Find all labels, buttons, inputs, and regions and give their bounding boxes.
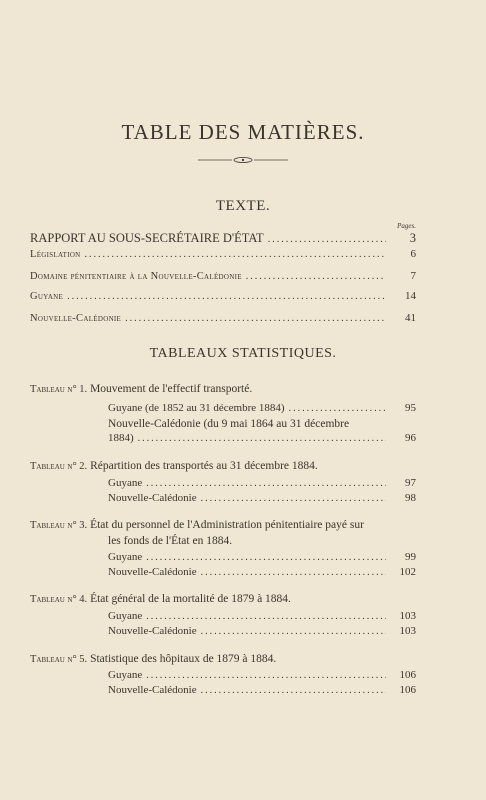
toc-entry-page: 98 [405, 492, 416, 504]
tableau-heading [30, 381, 410, 398]
toc-entry[interactable] [108, 492, 416, 508]
ornament-divider [198, 156, 288, 164]
toc-entry-label: Guyane [30, 291, 64, 302]
tableau-title: État du personnel de l'Administration pénitentiaire payé sur [90, 519, 364, 531]
toc-entry[interactable] [108, 684, 416, 700]
toc-entry-label: Nouvelle-Calédonie [108, 566, 197, 578]
toc-entry-label: Guyane [108, 551, 143, 563]
leader-dots [201, 567, 386, 578]
leader-dots [201, 493, 386, 504]
section-heading-texte: TEXTE. [215, 198, 271, 214]
tableau-heading [30, 651, 410, 668]
tableau-number: Tableau n° 3. [30, 520, 88, 531]
toc-entry[interactable] [108, 551, 416, 567]
toc-entry-page: 41 [405, 312, 416, 324]
toc-entry-label: Nouvelle-Calédonie [108, 684, 197, 696]
tableau-heading [30, 458, 410, 475]
toc-entry-page: 106 [399, 684, 416, 696]
pages-column-label: Pages. [397, 222, 416, 230]
leader-dots [85, 249, 386, 260]
tableau-title-continued: les fonds de l'État en 1884. [108, 535, 233, 547]
toc-entry[interactable] [108, 432, 416, 448]
toc-entry-label: Guyane [108, 610, 143, 622]
toc-entry-label: 1884) [108, 432, 134, 444]
toc-entry-label: Nouvelle-Calédonie [108, 492, 197, 504]
toc-entry-page: 103 [399, 610, 416, 622]
toc-entry-label: Guyane (de 1852 au 31 décembre 1884) [108, 402, 285, 414]
leader-dots [201, 626, 386, 637]
leader-dots [146, 611, 386, 622]
leader-dots [268, 234, 386, 245]
toc-entry[interactable] [108, 610, 416, 626]
tableau-heading [30, 591, 410, 608]
section-heading-tableaux: TABLEAUX STATISTIQUES. [149, 346, 337, 361]
tableau-number: Tableau n° 5. [30, 654, 88, 665]
tableau-title: Mouvement de l'effectif transporté. [90, 383, 253, 395]
toc-entry[interactable] [30, 312, 416, 328]
tableau-number: Tableau n° 4. [30, 594, 88, 605]
toc-entry-label: Guyane [108, 477, 143, 489]
toc-entry-page: 99 [405, 551, 416, 563]
toc-entry-label: RAPPORT AU SOUS-SECRÉTAIRE D'ÉTAT [30, 231, 264, 245]
leader-dots [201, 685, 386, 696]
toc-entry-page: 102 [399, 566, 416, 578]
toc-entry-page: 103 [399, 625, 416, 637]
leader-dots [146, 478, 386, 489]
toc-entry-continued-line: Nouvelle-Calédonie (du 9 mai 1864 au 31 décembre [108, 418, 350, 430]
leader-dots [146, 552, 386, 563]
toc-entry-page: 3 [409, 231, 416, 245]
toc-entry-label: Domaine pénitentiaire à la Nouvelle-Calédonie [30, 271, 242, 282]
leader-dots [146, 670, 386, 681]
toc-entry[interactable] [108, 566, 416, 582]
toc-entry-page: 106 [399, 669, 416, 681]
toc-entry-label: Nouvelle-Calédonie [30, 313, 122, 324]
toc-entry[interactable] [30, 270, 416, 286]
toc-entry[interactable] [30, 248, 416, 264]
toc-entry-page: 7 [410, 270, 416, 282]
toc-entry-page: 96 [405, 432, 416, 444]
toc-entry-page: 97 [405, 477, 416, 489]
toc-entry[interactable] [30, 290, 416, 306]
leader-dots [246, 271, 386, 282]
toc-entry[interactable] [30, 231, 416, 247]
toc-entry-label: Législation [30, 249, 81, 260]
leader-dots [67, 291, 386, 302]
tableau-heading [30, 517, 410, 534]
tableau-number: Tableau n° 2. [30, 461, 88, 472]
toc-entry[interactable] [108, 625, 416, 641]
tableau-title: Statistique des hôpitaux de 1879 à 1884. [90, 653, 277, 665]
toc-entry-label: Nouvelle-Calédonie [108, 625, 197, 637]
leader-dots [138, 433, 386, 444]
tableau-title: État général de la mortalité de 1879 à 1884. [90, 593, 291, 605]
toc-entry-page: 6 [410, 248, 416, 260]
toc-entry[interactable] [108, 477, 416, 493]
toc-entry-page: 14 [405, 290, 416, 302]
page-title: TABLE DES MATIÈRES. [121, 120, 365, 144]
leader-dots [125, 313, 386, 324]
toc-entry-page: 95 [405, 402, 416, 414]
leader-dots [289, 403, 386, 414]
tableau-title: Répartition des transportés au 31 décembre 1884. [90, 460, 318, 472]
toc-entry[interactable] [108, 669, 416, 685]
toc-entry-label: Guyane [108, 669, 143, 681]
tableau-number: Tableau n° 1. [30, 384, 88, 395]
